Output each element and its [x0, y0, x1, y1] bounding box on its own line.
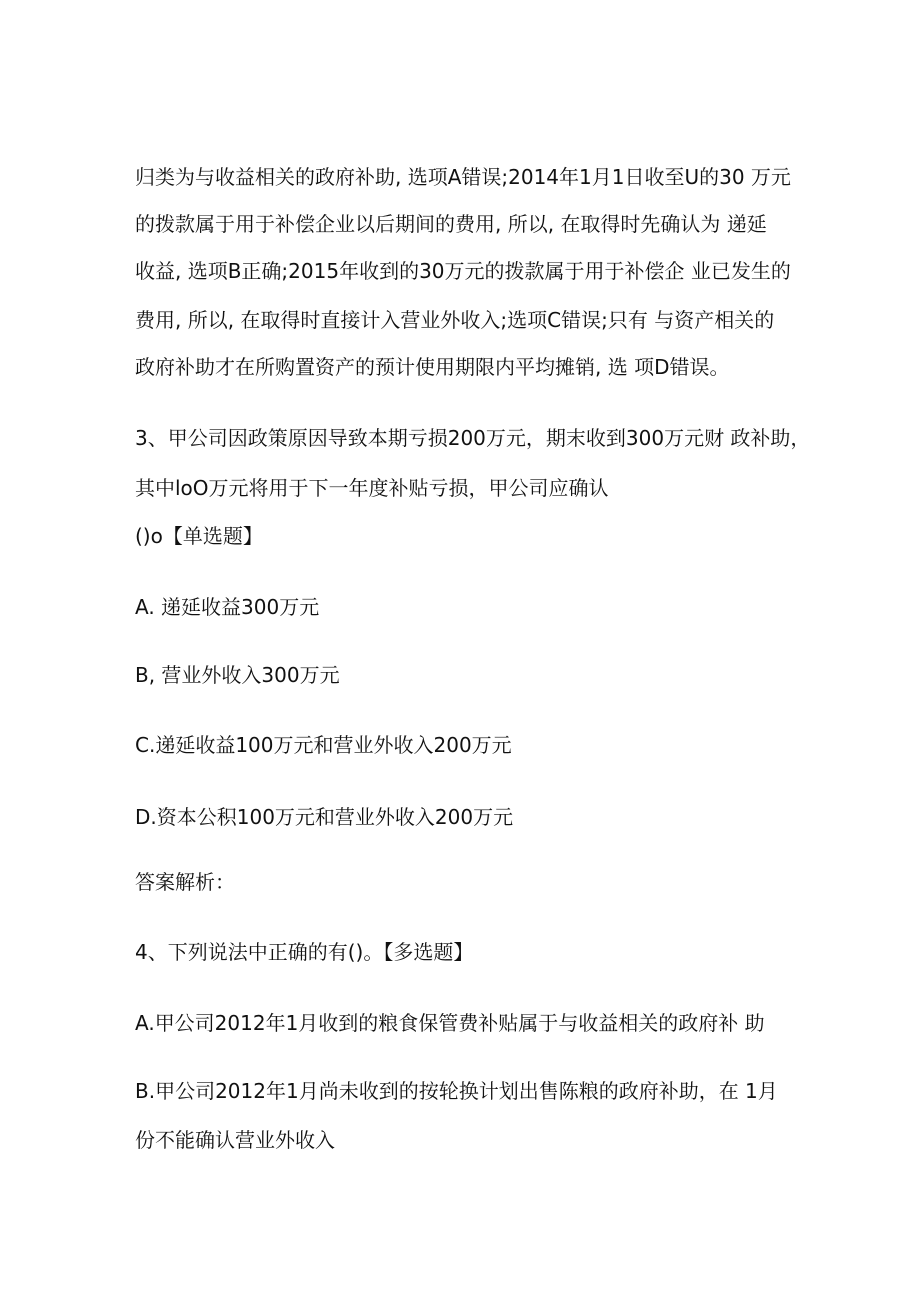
question-4-option-a: A.甲公司2012年1月收到的粮食保管费补贴属于与收益相关的政府补 助 [135, 1011, 765, 1035]
question-3-option-b: B, 营业外收入300万元 [135, 663, 340, 687]
question-3-type-label: ()o【单选题】 [135, 524, 263, 548]
question-3-stem-line: 其中loO万元将用于下一年度补贴亏损，甲公司应确认 [135, 476, 609, 500]
explanation-line: 的拨款属于用于补偿企业以后期间的费用, 所以, 在取得时先确认为 递延 [135, 212, 767, 236]
question-4-option-b: B.甲公司2012年1月尚未收到的按轮换计划出售陈粮的政府补助，在 1月 [135, 1079, 778, 1103]
question-3-option-c: C.递延收益100万元和营业外收入200万元 [135, 733, 512, 757]
explanation-line: 收益, 选项B正确;2015年收到的30万元的拨款属于用于补偿企 业已发生的 [135, 259, 791, 283]
question-3-stem-line: 3、甲公司因政策原因导致本期亏损200万元，期末收到300万元财 政补助， [135, 426, 811, 450]
question-4-option-b-continued: 份不能确认营业外收入 [135, 1128, 335, 1152]
answer-explanation-label: 答案解析： [135, 870, 235, 894]
explanation-line: 政府补助才在所购置资产的预计使用期限内平均摊销, 选 项D错误。 [135, 355, 730, 379]
question-4-stem: 4、下列说法中正确的有()。【多选题】 [135, 940, 474, 964]
question-3-option-a: A. 递延收益300万元 [135, 595, 320, 619]
explanation-line: 费用, 所以, 在取得时直接计入营业外收入;选项C错误;只有 与资产相关的 [135, 308, 775, 332]
question-3-option-d: D.资本公积100万元和营业外收入200万元 [135, 805, 514, 829]
explanation-line: 归类为与收益相关的政府补助, 选项A错误;2014年1月1日收至U的30 万元 [135, 165, 791, 189]
